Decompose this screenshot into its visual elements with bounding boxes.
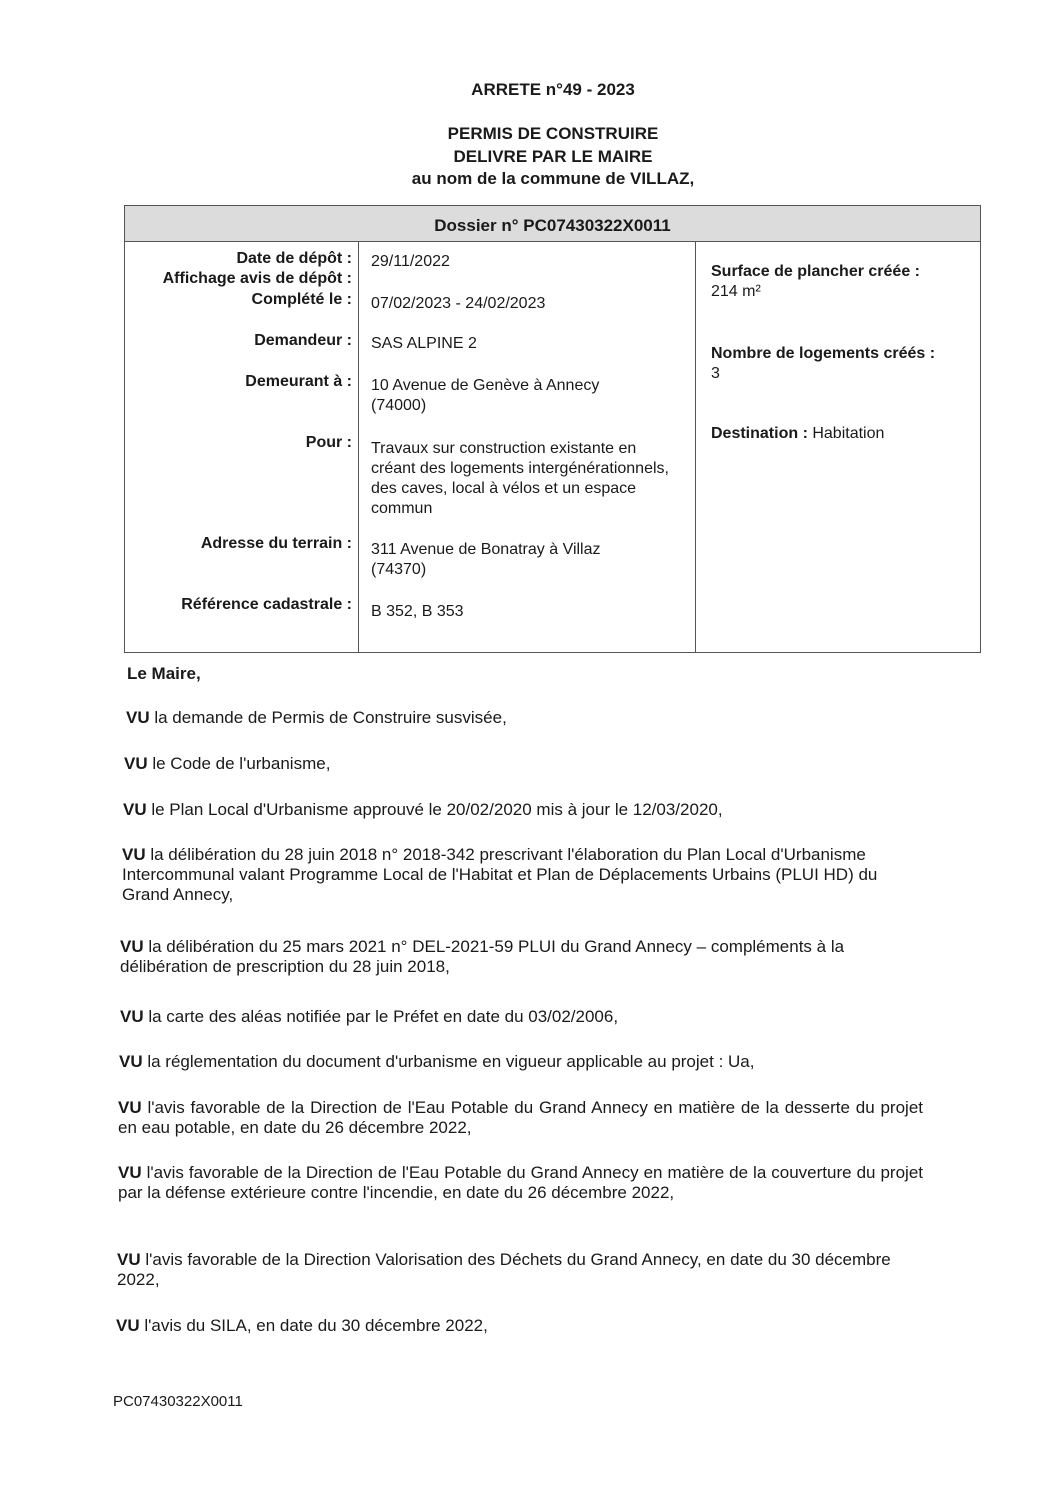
footer-dossier-ref: PC07430322X0011 (113, 1393, 243, 1410)
vu-paragraph: VU la délibération du 28 juin 2018 n° 2018-342 prescrivant l'élaboration du Plan Local d'Urbanisme Intercommunal valant Programme Local de l'Habitat et Plan de Déplacements Urbains (PLUI HD) du Grand Annecy, (122, 845, 878, 904)
logements-value: 3 (711, 365, 720, 382)
vu-paragraph: VU la demande de Permis de Construire susvisée, (126, 708, 507, 727)
value-demeurant: 10 Avenue de Genève à Annecy (74000) (371, 377, 600, 414)
vu-paragraph: VU l'avis favorable de la Direction de l'Eau Potable du Grand Annecy en matière de la couverture du projet par la défense extérieure contre l'incendie, en date du 26 décembre 2022, (118, 1163, 923, 1202)
label-pour: Pour : (305, 434, 352, 451)
vu-paragraph: VU le Plan Local d'Urbanisme approuvé le 20/02/2020 mis à jour le 12/03/2020, (123, 800, 723, 819)
header-delivre: DELIVRE PAR LE MAIRE (453, 147, 653, 166)
label-affichage: Affichage avis de dépôt : (162, 270, 352, 287)
label-adresse-terrain: Adresse du terrain : (200, 535, 352, 552)
header-commune: au nom de la commune de VILLAZ, (411, 169, 695, 188)
column-divider (695, 242, 696, 652)
value-pour: Travaux sur construction existante en créant des logements intergénérationnels, des caves, local à vélos et un espace commun (371, 440, 669, 517)
greeting: Le Maire, (127, 664, 201, 683)
label-complete: Complété le : (251, 291, 352, 308)
surface-label: Surface de plancher créée : (711, 263, 920, 280)
vu-paragraph: VU l'avis favorable de la Direction de l'Eau Potable du Grand Annecy en matière de la desserte du projet en eau potable, en date du 26 décembre 2022, (118, 1098, 923, 1137)
logements-label: Nombre de logements créés : (711, 345, 936, 362)
vu-paragraph: VU l'avis du SILA, en date du 30 décembre 2022, (116, 1316, 488, 1335)
destination-block (711, 424, 971, 444)
vu-paragraph: VU le Code de l'urbanisme, (124, 754, 331, 773)
dossier-heading: Dossier n° PC07430322X0011 (125, 206, 980, 242)
surface-value: 214 m² (711, 283, 761, 300)
destination-value: Habitation (807, 425, 885, 442)
column-divider (358, 242, 359, 652)
label-reference-cadastrale: Référence cadastrale : (181, 596, 352, 613)
vu-paragraph: VU la délibération du 25 mars 2021 n° DEL-2021-59 PLUI du Grand Annecy – compléments à la délibération de prescription du 28 juin 2018, (120, 937, 845, 976)
label-date-depot: Date de dépôt : (236, 250, 352, 267)
vu-paragraph: VU l'avis favorable de la Direction Valorisation des Déchets du Grand Annecy, en date du 30 décembre 2022, (117, 1250, 891, 1289)
vu-paragraph: VU la carte des aléas notifiée par le Préfet en date du 03/02/2006, (120, 1007, 619, 1026)
label-demandeur: Demandeur : (254, 332, 352, 349)
value-reference-cadastrale: B 352, B 353 (371, 603, 464, 620)
vu-paragraph: VU la réglementation du document d'urbanisme en vigueur applicable au projet : Ua, (119, 1052, 755, 1071)
header-permis: PERMIS DE CONSTRUIRE (447, 124, 659, 143)
logements-block (711, 344, 971, 384)
dossier-table (124, 205, 981, 653)
value-adresse-terrain: 311 Avenue de Bonatray à Villaz (74370) (371, 541, 601, 578)
label-demeurant: Demeurant à : (245, 373, 352, 390)
surface-block (711, 262, 971, 302)
value-complete: 07/02/2023 - 24/02/2023 (371, 295, 546, 312)
value-date-depot: 29/11/2022 (371, 253, 450, 270)
value-demandeur: SAS ALPINE 2 (371, 335, 477, 352)
arrete-title: ARRETE n°49 - 2023 (471, 80, 635, 99)
destination-label: Destination : (711, 425, 808, 442)
